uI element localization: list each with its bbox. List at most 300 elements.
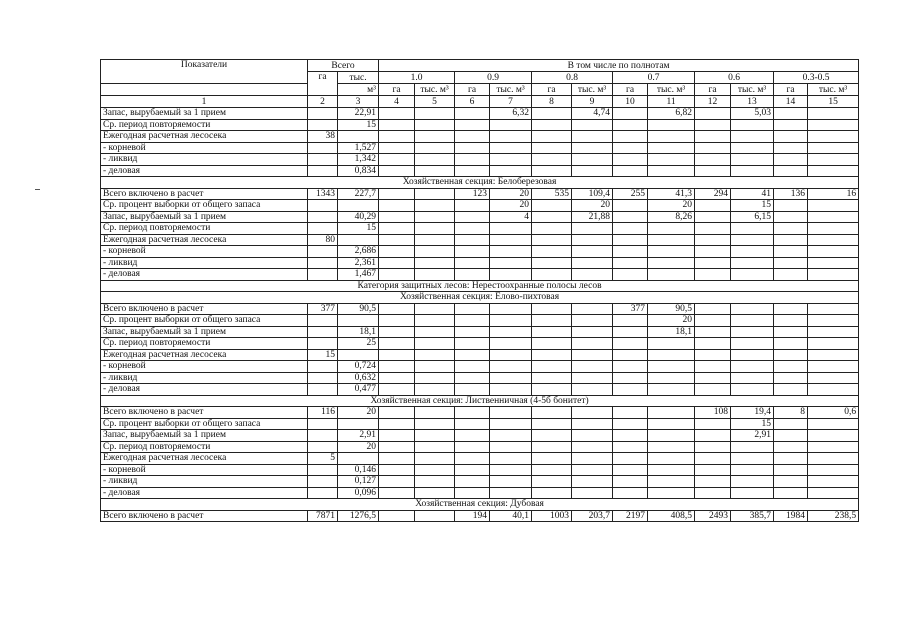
table-cell (455, 338, 490, 350)
table-cell: 109,4 (572, 188, 613, 200)
table-cell (308, 142, 338, 154)
table-cell (774, 200, 808, 212)
table-row (101, 257, 859, 269)
table-cell: 90,5 (338, 303, 379, 315)
table-cell (808, 418, 859, 430)
table-cell (648, 246, 695, 258)
row-label: - ликвид (101, 257, 308, 269)
table-cell (379, 223, 415, 235)
table-cell: 123 (455, 188, 490, 200)
table-cell (379, 487, 415, 499)
table-cell (455, 142, 490, 154)
table-cell (532, 326, 572, 338)
table-cell (648, 349, 695, 361)
table-cell (613, 269, 648, 281)
table-cell (695, 200, 731, 212)
forest-calculation-table (100, 59, 859, 522)
table-cell (379, 338, 415, 350)
table-row (101, 315, 859, 327)
table-cell (695, 223, 731, 235)
table-cell (490, 476, 532, 488)
table-cell (695, 108, 731, 120)
table-cell (338, 315, 379, 327)
row-label: Ежегодная расчетная лесосека (101, 234, 308, 246)
table-cell (731, 234, 774, 246)
table-cell: 377 (308, 303, 338, 315)
table-row (101, 338, 859, 350)
table-cell (532, 119, 572, 131)
table-cell (731, 441, 774, 453)
section-title: Хозяйственная секция: Лиственничная (4-5б бонитет) (101, 395, 859, 407)
table-cell: 0,834 (338, 165, 379, 177)
row-label: Ежегодная расчетная лесосека (101, 349, 308, 361)
table-cell (308, 269, 338, 281)
section-row (101, 280, 859, 292)
table-cell (774, 223, 808, 235)
table-cell (572, 372, 613, 384)
table-cell (648, 119, 695, 131)
table-cell (308, 384, 338, 396)
table-cell: 20 (490, 200, 532, 212)
table-cell (613, 430, 648, 442)
table-cell (774, 119, 808, 131)
table-cell (572, 430, 613, 442)
table-cell (774, 234, 808, 246)
table-cell (695, 234, 731, 246)
table-row (101, 510, 859, 522)
table-cell (695, 338, 731, 350)
table-cell (455, 464, 490, 476)
table-cell (308, 200, 338, 212)
header-m3: тыс. м³ (808, 84, 859, 96)
table-cell (379, 349, 415, 361)
table-cell (415, 211, 455, 223)
col-number: 1 (101, 96, 308, 108)
table-cell (695, 269, 731, 281)
table-cell: 25 (338, 338, 379, 350)
table-cell (379, 165, 415, 177)
table-cell (572, 441, 613, 453)
table-cell (490, 487, 532, 499)
table-cell (490, 418, 532, 430)
table-cell (379, 441, 415, 453)
table-cell (490, 430, 532, 442)
table-cell (490, 165, 532, 177)
table-cell (455, 476, 490, 488)
table-cell (415, 257, 455, 269)
table-cell (379, 418, 415, 430)
table-cell: 40,1 (490, 510, 532, 522)
table-cell (308, 326, 338, 338)
header-total-m3-unit: м³ (338, 84, 379, 96)
table-row (101, 303, 859, 315)
table-cell (774, 464, 808, 476)
row-label: - корневой (101, 246, 308, 258)
table-cell (490, 142, 532, 154)
table-cell (415, 165, 455, 177)
table-cell (648, 269, 695, 281)
table-cell: 2197 (613, 510, 648, 522)
table-cell (415, 131, 455, 143)
table-cell (613, 234, 648, 246)
table-cell (308, 338, 338, 350)
col-number: 13 (731, 96, 774, 108)
table-cell (415, 315, 455, 327)
table-cell (648, 142, 695, 154)
table-cell: 2,91 (338, 430, 379, 442)
table-cell (415, 200, 455, 212)
table-cell (774, 441, 808, 453)
header-row-3 (101, 84, 859, 96)
table-cell (308, 464, 338, 476)
row-label: Ср. период повторяемости (101, 441, 308, 453)
table-cell: 20 (648, 315, 695, 327)
table-cell (648, 418, 695, 430)
table-cell (808, 476, 859, 488)
table-cell (379, 407, 415, 419)
table-cell (379, 384, 415, 396)
table-cell (613, 257, 648, 269)
header-ha: га (613, 84, 648, 96)
table-row (101, 326, 859, 338)
row-label: Всего включено в расчет (101, 188, 308, 200)
table-cell (774, 108, 808, 120)
table-cell (490, 453, 532, 465)
table-cell: 255 (613, 188, 648, 200)
table-cell (379, 200, 415, 212)
row-label: Всего включено в расчет (101, 510, 308, 522)
table-cell (808, 487, 859, 499)
row-label: Всего включено в расчет (101, 407, 308, 419)
table-cell (415, 384, 455, 396)
table-cell (695, 211, 731, 223)
table-cell: 2,686 (338, 246, 379, 258)
table-cell (415, 430, 455, 442)
header-m3: тыс. м³ (572, 84, 613, 96)
row-label: - деловая (101, 487, 308, 499)
table-cell (455, 131, 490, 143)
header-ha: га (695, 84, 731, 96)
row-label: - корневой (101, 361, 308, 373)
table-cell: 41,3 (648, 188, 695, 200)
table-cell (532, 200, 572, 212)
table-cell (613, 119, 648, 131)
table-cell (695, 257, 731, 269)
table-cell: 1003 (532, 510, 572, 522)
table-cell (415, 142, 455, 154)
row-label: - корневой (101, 142, 308, 154)
table-cell (415, 269, 455, 281)
table-cell: 16 (808, 188, 859, 200)
table-cell (490, 349, 532, 361)
table-row (101, 464, 859, 476)
table-cell (415, 418, 455, 430)
table-cell (808, 142, 859, 154)
table-cell (415, 223, 455, 235)
column-numbers-row (101, 96, 859, 108)
table-cell (648, 234, 695, 246)
table-cell (731, 119, 774, 131)
table-cell (532, 407, 572, 419)
table-cell (572, 154, 613, 166)
table-row (101, 487, 859, 499)
table-cell (490, 154, 532, 166)
table-cell (613, 407, 648, 419)
table-cell (613, 131, 648, 143)
table-cell: 0,146 (338, 464, 379, 476)
table-cell (532, 303, 572, 315)
table-cell (774, 257, 808, 269)
table-cell (455, 441, 490, 453)
table-cell: 203,7 (572, 510, 613, 522)
table-cell: 7871 (308, 510, 338, 522)
table-row (101, 142, 859, 154)
table-cell: 15 (338, 223, 379, 235)
table-cell (572, 349, 613, 361)
table-cell (532, 372, 572, 384)
table-cell (695, 487, 731, 499)
table-cell (648, 407, 695, 419)
col-number: 2 (308, 96, 338, 108)
table-cell (379, 315, 415, 327)
table-cell (455, 257, 490, 269)
table-cell (455, 223, 490, 235)
header-density-4: 0.7 (613, 72, 695, 84)
table-cell (774, 269, 808, 281)
table-cell (695, 349, 731, 361)
row-label: Ежегодная расчетная лесосека (101, 131, 308, 143)
table-cell: 294 (695, 188, 731, 200)
table-cell (415, 349, 455, 361)
table-cell (572, 338, 613, 350)
header-ha: га (379, 84, 415, 96)
table-cell (808, 154, 859, 166)
table-cell (415, 372, 455, 384)
section-title: Хозяйственная секция: Белоберезовая (101, 177, 859, 189)
table-cell (808, 211, 859, 223)
table-cell: 18,1 (648, 326, 695, 338)
table-cell (774, 338, 808, 350)
table-row (101, 211, 859, 223)
header-density-5: 0.6 (695, 72, 774, 84)
table-cell (695, 246, 731, 258)
row-label: - деловая (101, 384, 308, 396)
table-cell (308, 487, 338, 499)
table-cell: 1,527 (338, 142, 379, 154)
table-cell (613, 246, 648, 258)
table-cell: 6,82 (648, 108, 695, 120)
table-cell (648, 223, 695, 235)
table-cell (572, 464, 613, 476)
table-cell (731, 338, 774, 350)
table-cell: 80 (308, 234, 338, 246)
table-cell (490, 361, 532, 373)
table-cell: 4 (490, 211, 532, 223)
table-row (101, 188, 859, 200)
row-label: Запас, вырубаемый за 1 прием (101, 326, 308, 338)
table-cell (532, 384, 572, 396)
table-cell (648, 384, 695, 396)
table-cell (308, 430, 338, 442)
table-cell (379, 234, 415, 246)
table-cell (648, 487, 695, 499)
table-cell (379, 372, 415, 384)
table-cell (695, 384, 731, 396)
table-cell (572, 223, 613, 235)
row-label: Всего включено в расчет (101, 303, 308, 315)
table-cell (695, 119, 731, 131)
col-number: 6 (455, 96, 490, 108)
table-cell (808, 119, 859, 131)
table-cell (532, 234, 572, 246)
table-cell: 408,5 (648, 510, 695, 522)
header-by-density: В том числе по полнотам (379, 60, 859, 72)
table-cell (415, 476, 455, 488)
table-cell (455, 119, 490, 131)
table-cell (455, 453, 490, 465)
table-cell (808, 234, 859, 246)
table-cell (808, 315, 859, 327)
table-cell (415, 441, 455, 453)
row-label: - деловая (101, 165, 308, 177)
row-label: - ликвид (101, 372, 308, 384)
table-cell (490, 407, 532, 419)
section-title: Хозяйственная секция: Дубовая (101, 499, 859, 511)
section-row (101, 292, 859, 304)
table-cell (695, 476, 731, 488)
col-number: 15 (808, 96, 859, 108)
table-cell (379, 453, 415, 465)
table-cell (490, 234, 532, 246)
table-cell (731, 303, 774, 315)
table-cell (415, 487, 455, 499)
table-cell (490, 269, 532, 281)
table-cell (648, 131, 695, 143)
table-cell (379, 154, 415, 166)
table-cell (648, 453, 695, 465)
table-cell (455, 326, 490, 338)
table-cell (338, 200, 379, 212)
table-cell (808, 257, 859, 269)
table-cell (648, 430, 695, 442)
table-row (101, 165, 859, 177)
table-cell (490, 223, 532, 235)
table-cell (572, 453, 613, 465)
section-row (101, 395, 859, 407)
row-label: - ликвид (101, 476, 308, 488)
table-cell (490, 315, 532, 327)
table-cell (532, 142, 572, 154)
table-cell (613, 326, 648, 338)
table-cell (308, 361, 338, 373)
table-cell (695, 154, 731, 166)
table-cell: 535 (532, 188, 572, 200)
table-cell (308, 165, 338, 177)
margin-mark (35, 189, 40, 190)
table-cell (415, 464, 455, 476)
table-cell (572, 131, 613, 143)
table-cell: 18,1 (338, 326, 379, 338)
table-cell (808, 131, 859, 143)
table-cell (808, 326, 859, 338)
table-cell (774, 349, 808, 361)
table-cell (774, 142, 808, 154)
table-cell (308, 108, 338, 120)
table-cell: 20 (490, 188, 532, 200)
table-cell (572, 119, 613, 131)
table-cell (808, 303, 859, 315)
table-cell (613, 338, 648, 350)
row-label: Ср. процент выборки от общего запаса (101, 418, 308, 430)
table-cell: 5 (308, 453, 338, 465)
table-cell (695, 372, 731, 384)
table-cell (532, 246, 572, 258)
table-cell (532, 441, 572, 453)
table-cell (572, 418, 613, 430)
table-cell (455, 211, 490, 223)
table-cell (379, 476, 415, 488)
table-cell (415, 326, 455, 338)
table-cell: 2,361 (338, 257, 379, 269)
table-cell (455, 349, 490, 361)
table-cell: 20 (338, 407, 379, 419)
col-number: 14 (774, 96, 808, 108)
table-cell (532, 453, 572, 465)
table-cell (415, 407, 455, 419)
table-row (101, 131, 859, 143)
table-cell (774, 131, 808, 143)
table-row (101, 200, 859, 212)
table-cell (613, 142, 648, 154)
table-cell (532, 165, 572, 177)
section-row (101, 499, 859, 511)
table-cell (774, 246, 808, 258)
header-indicators: Показатели (101, 60, 308, 84)
table-cell (490, 303, 532, 315)
header-m3: тыс. м³ (415, 84, 455, 96)
table-row (101, 418, 859, 430)
table-cell: 385,7 (731, 510, 774, 522)
table-cell (455, 361, 490, 373)
table-row (101, 384, 859, 396)
table-cell (308, 372, 338, 384)
table-cell: 6,32 (490, 108, 532, 120)
table-cell: 0,6 (808, 407, 859, 419)
table-cell (490, 338, 532, 350)
table-cell (379, 131, 415, 143)
header-ha: га (455, 84, 490, 96)
table-cell (572, 476, 613, 488)
section-title: Хозяйственная секция: Елово-пихтовая (101, 292, 859, 304)
table-cell (455, 246, 490, 258)
table-cell (572, 142, 613, 154)
table-row (101, 223, 859, 235)
table-cell (808, 430, 859, 442)
table-cell (379, 303, 415, 315)
table-cell (808, 441, 859, 453)
table-cell (731, 154, 774, 166)
table-row (101, 246, 859, 258)
table-cell (731, 372, 774, 384)
table-cell (613, 384, 648, 396)
table-cell: 15 (731, 418, 774, 430)
table-cell (532, 154, 572, 166)
table-cell (455, 418, 490, 430)
col-number: 11 (648, 96, 695, 108)
row-label: Ср. период повторяемости (101, 119, 308, 131)
table-cell: 21,88 (572, 211, 613, 223)
table-cell (532, 476, 572, 488)
